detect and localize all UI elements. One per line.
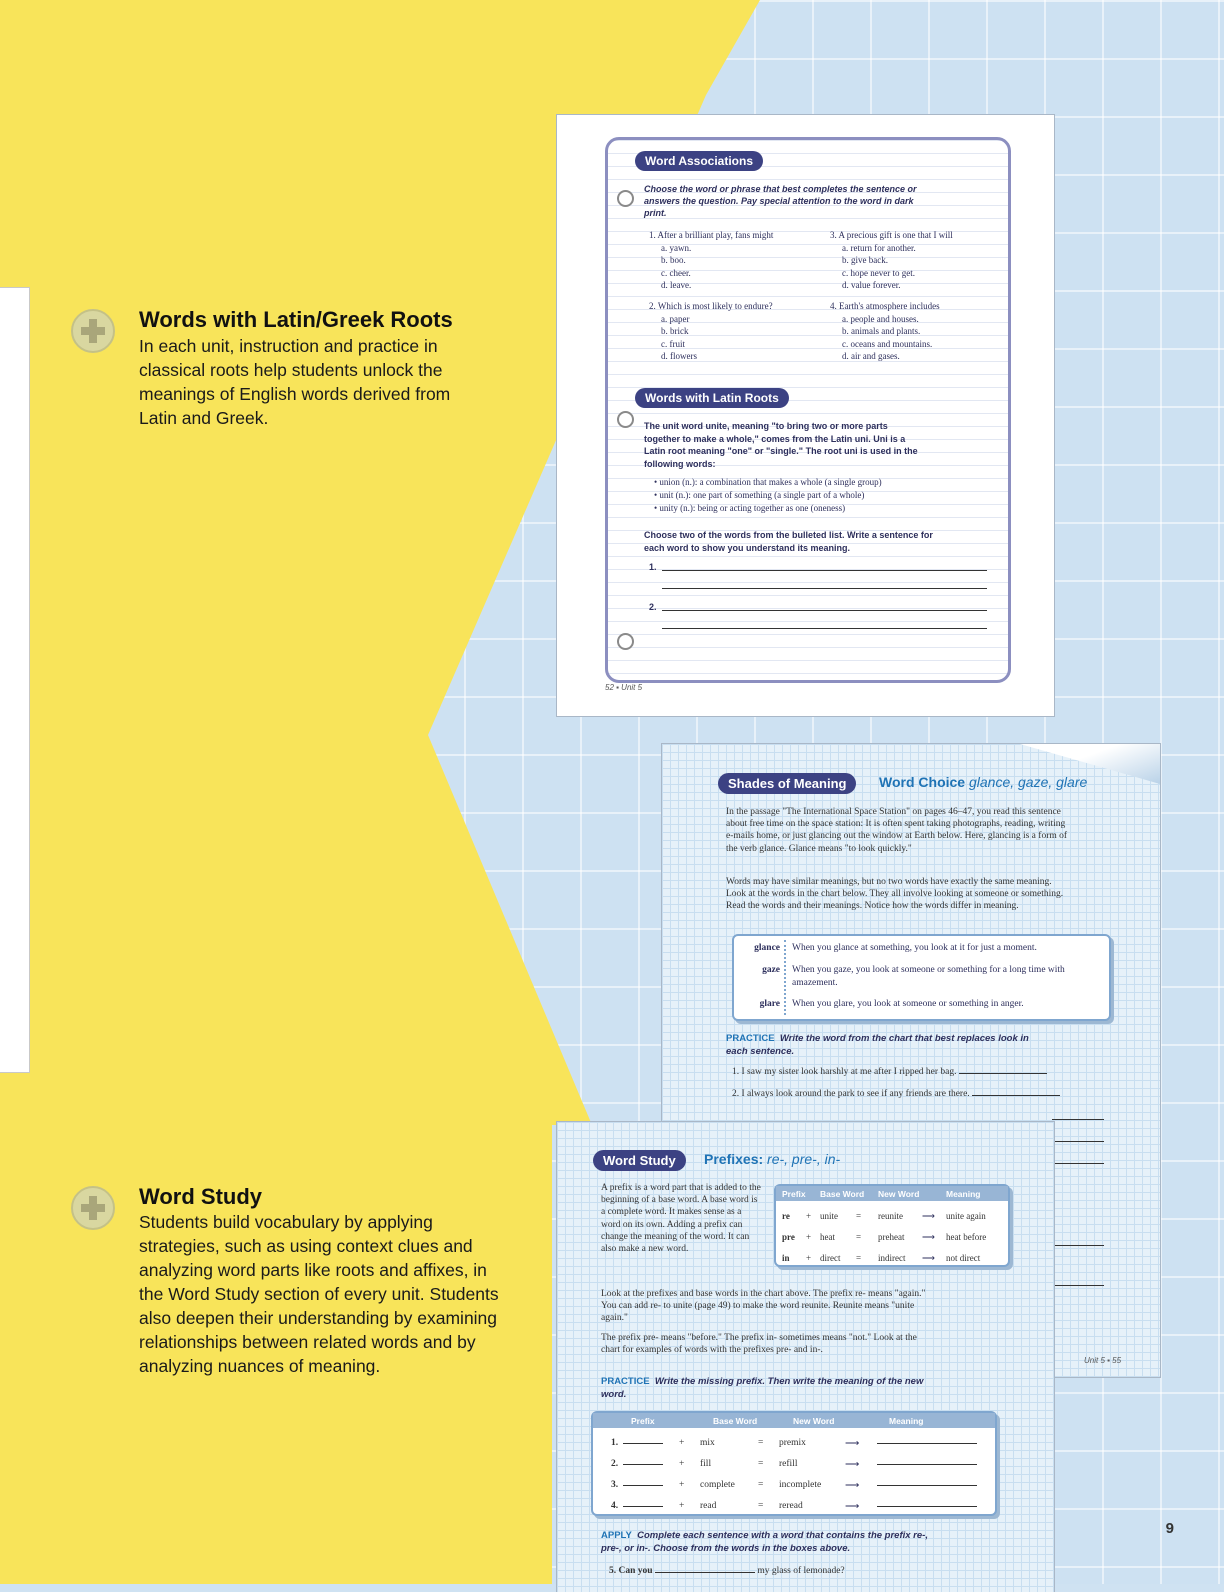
plus-icon [71,1186,115,1230]
shades-chart: glance When you glance at something, you look at it for just a moment. gaze When you gaze, you look at someone or something for a long time with amazement. glare When you glare, you look at someone or something in anger. [732,934,1111,1021]
apply-sentence-5: 5. Can you my glass of lemonade? [609,1566,845,1576]
prefix-chart: Prefix Base Word New Word Meaning re pre in + + + unite heat direct = = = reunite preheat indirect ⟶ ⟶ ⟶ unite again heat before not direct [774,1184,1010,1267]
latin-roots-title: Words with Latin Roots [635,388,789,408]
shades-para-2: Words may have similar meanings, but no two words have exactly the same meaning. Look at the words in the chart below. They all involve looking at someone or something. Read the words and their meanings. Notice how the words differ in meaning. [726,877,1064,912]
question-1: 1. After a brilliant play, fans might a. yawn. b. boo. c. cheer. d. leave. [649,230,774,290]
answer-line[interactable] [623,1443,663,1444]
question-3: 3. A precious gift is one that I will a. return for another. b. give back. c. hope never to get. d. value forever. [830,230,953,290]
page-54 [557,1122,1054,1592]
word-associations-title: Word Associations [635,151,763,171]
roots-intro: The unit word unite, meaning "to bring two or more parts together to make a whole," comes from the Latin uni. Uni is a Latin root meaning "one" or "single." The root uni is used in the following words: [644,421,918,469]
answer-line[interactable] [623,1506,663,1507]
word-choice-heading: Word Choice glance, gaze, glare [879,774,1088,790]
answer-line[interactable] [662,570,987,571]
prefixes-heading: Prefixes: re-, pre-, in- [704,1151,841,1167]
answer-line[interactable] [1052,1141,1104,1142]
binder-hole [617,633,634,650]
prefix-intro: A prefix is a word part that is added to the beginning of a base word. A base word is a complete word. It makes sense as a word on its own. Adding a prefix can change the meaning of the word. It can also make a new word. [601,1183,761,1255]
question-2: 2. Which is most likely to endure? a. paper b. brick c. fruit d. flowers [649,301,773,361]
feature-body-word-study: Students build vocabulary by applying strategies, such as using context clues and analyzing word parts like roots and affixes, in the Word Study section of every unit. Students also deepen their understanding by examining relationships between related words and by analyzing nuances of meaning. [139,1212,499,1376]
prefix-practice: PRACTICE Write the missing prefix. Then write the meaning of the new word. [601,1376,924,1400]
answer-2-label: 2. [649,602,657,612]
side-rule [0,287,30,1073]
feature-title-roots: Words with Latin/Greek Roots [139,307,453,332]
question-4: 4. Earth's atmosphere includes a. people and houses. b. animals and plants. c. oceans and mountains. d. air and gases. [830,301,940,361]
answer-line[interactable] [1052,1119,1104,1120]
page-52 [557,115,1054,716]
answer-line[interactable] [623,1485,663,1486]
shades-practice: PRACTICE Write the word from the chart that best replaces look in each sentence. [726,1033,1029,1057]
roots-bullets: • union (n.): a combination that makes a whole (a single group) • unit (n.): one part of something (a single part of a whole) • unity (n.): being or acting together as one (oneness) [654,477,882,513]
page-footer: 52 ▪ Unit 5 [605,683,643,692]
prefix-chart-header: Prefix Base Word New Word Meaning [776,1186,1008,1201]
plus-icon [71,309,115,353]
shades-title: Shades of Meaning [718,773,856,794]
practice-table: Prefix Base Word New Word Meaning 1. 2. 3. 4. + + + + mix fill complete read = = = = premix refill incomplete reread ⟶ ⟶ ⟶ ⟶ [591,1411,997,1516]
prefix-apply: APPLY Complete each sentence with a word that contains the prefix re-, pre-, or in-. Choose from the words in the boxes above. [601,1530,928,1554]
answer-line[interactable] [662,588,987,589]
feature-title-word-study: Word Study [139,1184,263,1209]
answer-line[interactable] [662,628,987,629]
answer-line[interactable] [877,1485,977,1486]
shades-para-1: In the passage "The International Space Station" on pages 46–47, you read this sentence about free time on the space station: It is often spent taking photographs, reading, writing e-mails home, or just glancing out the window at Earth below. Here, glancing is a form of the verb glance. Glance means "to look quickly." [726,807,1068,854]
answer-line[interactable] [1052,1285,1104,1286]
word-study-title: Word Study [593,1150,686,1171]
answer-1-label: 1. [649,562,657,572]
answer-line[interactable] [1052,1163,1104,1164]
binder-hole [617,411,634,428]
prefix-para-3: The prefix pre- means "before." The prefix in- sometimes means "not." Look at the chart for examples of words with the prefixes pre- and in-. [601,1333,917,1356]
binder-hole [617,190,634,207]
page-footer: Unit 5 ▪ 55 [1084,1356,1122,1365]
feature-body-roots: In each unit, instruction and practice in classical roots help students unlock the meanings of English words derived from Latin and Greek. [139,336,451,428]
roots-instructions: Choose two of the words from the bulleted list. Write a sentence for each word to show you understand its meaning. [644,530,933,553]
answer-line[interactable] [1052,1245,1104,1246]
answer-line[interactable] [877,1443,977,1444]
shades-sentence-1: 1. I saw my sister look harshly at me after I ripped her bag. [732,1066,1047,1079]
answer-line[interactable] [662,610,987,611]
answer-line[interactable] [877,1464,977,1465]
assoc-instructions: Choose the word or phrase that best completes the sentence or answers the question. Pay special attention to the word in dark print. [644,184,917,218]
answer-line[interactable] [877,1506,977,1507]
answer-line[interactable] [623,1464,663,1465]
shades-sentence-2: 2. I always look around the park to see if any friends are there. [732,1088,1060,1101]
page-number: 9 [1165,1520,1174,1537]
prefix-para-2: Look at the prefixes and base words in the chart above. The prefix re- means "again." You can add re- to unite (page 49) to make the word reunite. Reunite means "unite again." [601,1289,926,1324]
